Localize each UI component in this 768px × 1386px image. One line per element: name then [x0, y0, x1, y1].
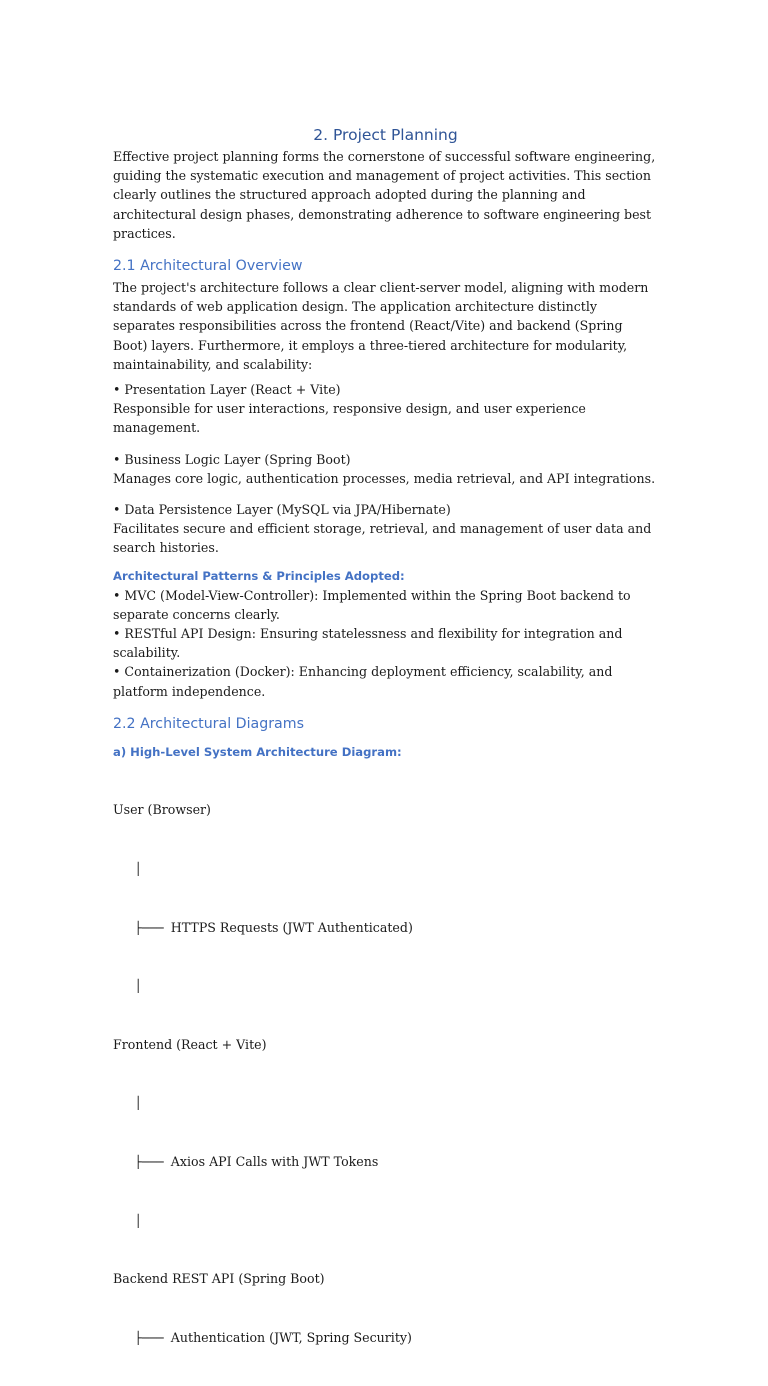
- tree-node-label: Backend REST API (Spring Boot): [113, 1271, 325, 1287]
- pattern-item: • MVC (Model-View-Controller): Implemented within the Spring Boot backend to separate concerns clearly.: [113, 587, 631, 622]
- diagram-subheading: a) High-Level System Architecture Diagram:: [113, 744, 402, 759]
- layer-title: • Business Logic Layer (Spring Boot): [113, 451, 351, 467]
- tree-line: [113, 859, 658, 879]
- overview-heading: 2.1 Architectural Overview: [113, 258, 303, 275]
- layer-title: • Presentation Layer (React + Vite): [113, 382, 341, 398]
- tree-node-label: HTTPS Requests (JWT Authenticated): [170, 919, 413, 935]
- tree-node-label: Frontend (React + Vite): [113, 1036, 267, 1052]
- tree-node-label: User (Browser): [113, 802, 211, 818]
- tree-line: [113, 1211, 658, 1231]
- tree-line: [113, 1269, 658, 1289]
- layer-item: [113, 380, 658, 438]
- overview-paragraph: The project's architecture follows a clear client-server model, aligning with modern standards of web application design. The application architecture distinctly separates responsibilities across the frontend (React/Vite) and backend (Spring Boot) layers. Furthermore, it employs a three-tiered architecture for modularity, maintainability, and scalability:: [113, 280, 649, 372]
- document-content: [113, 124, 658, 1386]
- tree-line: [113, 800, 658, 820]
- tree-line: [113, 918, 658, 938]
- architecture-tree: [113, 762, 658, 1386]
- layer-description: Manages core logic, authentication processes, media retrieval, and API integrations.: [113, 470, 656, 486]
- diagrams-heading: 2.2 Architectural Diagrams: [113, 715, 304, 732]
- patterns-heading: Architectural Patterns & Principles Adopted:: [113, 568, 405, 583]
- tree-line: [113, 1328, 658, 1348]
- pattern-item: • Containerization (Docker): Enhancing deployment efficiency, scalability, and platform independence.: [113, 664, 613, 699]
- layer-title: • Data Persistence Layer (MySQL via JPA/Hibernate): [113, 502, 451, 518]
- layer-item: [113, 450, 658, 488]
- tree-connector: │: [113, 979, 142, 994]
- layer-item: [113, 500, 658, 558]
- tree-connector: │: [113, 1213, 142, 1228]
- tree-line: [113, 1035, 658, 1055]
- tree-connector: ├───: [113, 1154, 171, 1169]
- tree-connector: ├───: [113, 920, 171, 935]
- section-title: 2. Project Planning: [313, 126, 458, 144]
- tree-node-label: Axios API Calls with JWT Tokens: [170, 1153, 379, 1169]
- tree-node-label: Authentication (JWT, Spring Security): [170, 1329, 412, 1345]
- layer-description: Facilitates secure and efficient storage, retrieval, and management of user data and search histories.: [113, 521, 652, 556]
- tree-line: [113, 976, 658, 996]
- tree-connector: ├───: [113, 1330, 171, 1345]
- section-intro: Effective project planning forms the cornerstone of successful software engineering, guiding the systematic execution and management of project activities. This section clearly outlines the structured approach adopted during the planning and architectural design phases, demonstrating adherence to software engineering best practices.: [113, 149, 656, 241]
- layer-description: Responsible for user interactions, responsive design, and user experience management.: [113, 401, 586, 436]
- pattern-item: • RESTful API Design: Ensuring statelessness and flexibility for integration and scalability.: [113, 626, 623, 661]
- tree-connector: │: [113, 1096, 142, 1111]
- tree-connector: │: [113, 861, 142, 876]
- tree-line: [113, 1152, 658, 1172]
- tree-line: [113, 1093, 658, 1113]
